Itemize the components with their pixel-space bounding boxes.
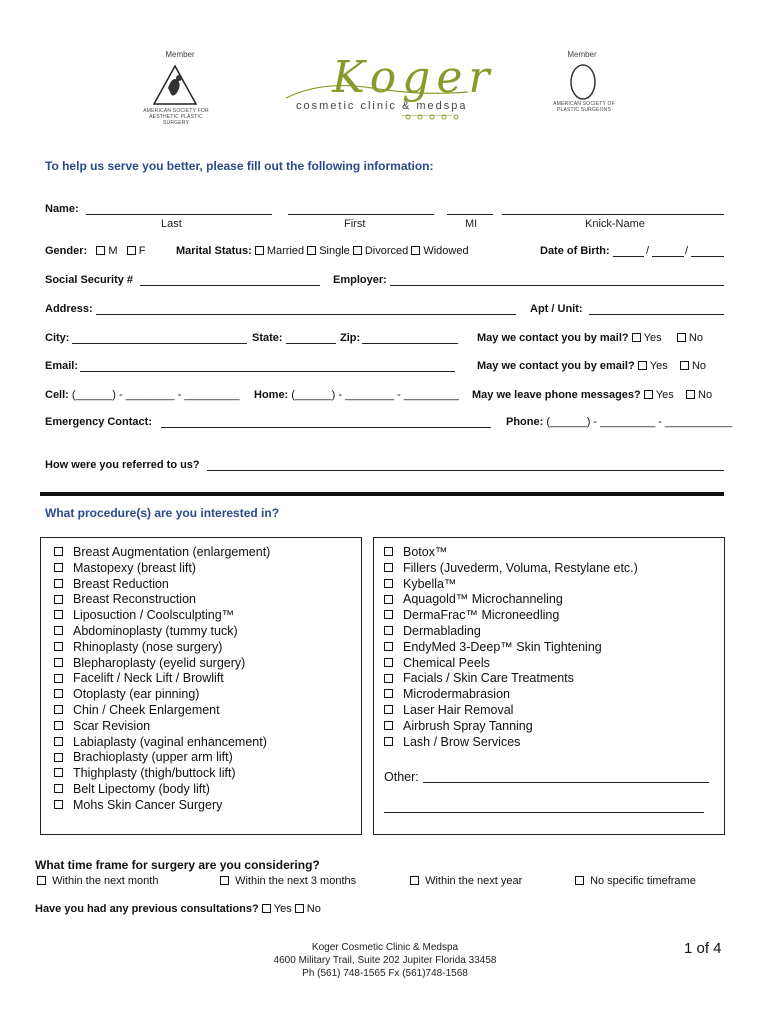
mail-no-label: No xyxy=(688,332,703,344)
surgical-procedure-item[interactable] xyxy=(54,640,270,656)
nickname-field[interactable] xyxy=(502,214,724,215)
surgical-procedure-checkbox[interactable] xyxy=(54,721,63,730)
nonsurgical-procedure-item[interactable] xyxy=(384,624,638,640)
timeframe-opt2[interactable] xyxy=(220,875,356,887)
nonsurgical-procedure-item[interactable] xyxy=(384,687,638,703)
surgical-procedure-item[interactable] xyxy=(54,624,270,640)
mail-yes-label: Yes xyxy=(643,332,662,344)
nonsurgical-procedure-item[interactable] xyxy=(384,735,638,751)
gender-f-label: F xyxy=(138,245,146,257)
marital-group xyxy=(176,245,469,257)
nonsurgical-procedure-item[interactable] xyxy=(384,656,638,672)
logo-sub2: medspa xyxy=(416,100,468,112)
email-question xyxy=(477,360,706,372)
nonsurgical-procedure-item[interactable] xyxy=(384,640,638,656)
surgical-procedure-item[interactable] xyxy=(54,577,270,593)
surgical-procedure-item[interactable] xyxy=(54,735,270,751)
gender-m-label: M xyxy=(108,245,118,257)
emergency-field[interactable] xyxy=(161,427,491,428)
email-question-label: May we contact you by email? xyxy=(477,360,635,372)
nonsurgical-procedure-checkbox[interactable] xyxy=(384,626,393,635)
phone-field[interactable]: (______) - _________ - ___________ xyxy=(546,416,733,428)
surgical-procedure-label: Rhinoplasty (nose surgery) xyxy=(73,639,223,654)
asps-logo-icon xyxy=(568,63,598,101)
footer-address: 4600 Military Trail, Suite 202 Jupiter Florida 33458 xyxy=(273,955,497,966)
koger-logo xyxy=(282,52,496,126)
referred-label: How were you referred to us? xyxy=(45,459,200,471)
surgical-procedure-label: Breast Reduction xyxy=(73,576,169,591)
email-label: Email: xyxy=(45,360,79,372)
surgical-procedures-list xyxy=(54,545,270,814)
ssn-label: Social Security # xyxy=(45,274,134,286)
zip-label: Zip: xyxy=(340,332,361,344)
phone-question-label: May we leave phone messages? xyxy=(472,389,641,401)
timeframe-question: What time frame for surgery are you considering? xyxy=(35,858,320,872)
last-name-field[interactable] xyxy=(86,214,272,215)
other-label: Other: xyxy=(384,770,419,784)
last-caption: Last xyxy=(161,218,182,230)
consult-yes-label: Yes xyxy=(273,903,292,915)
nonsurgical-procedure-item[interactable] xyxy=(384,577,638,593)
surgical-procedure-checkbox[interactable] xyxy=(54,642,63,651)
nonsurgical-procedure-checkbox[interactable] xyxy=(384,642,393,651)
mail-yes-checkbox[interactable] xyxy=(632,333,641,342)
phone-label: Phone: xyxy=(506,416,544,428)
logo-sub1: cosmetic clinic xyxy=(296,100,397,112)
surgical-procedure-label: Thighplasty (thigh/buttock lift) xyxy=(73,766,236,781)
surgical-procedure-label: Brachioplasty (upper arm lift) xyxy=(73,750,233,765)
home-label: Home: xyxy=(254,389,289,401)
surgical-procedure-item[interactable] xyxy=(54,766,270,782)
section-divider xyxy=(40,492,724,496)
dob-label: Date of Birth: xyxy=(540,245,610,257)
dob-sep1: / xyxy=(646,245,650,257)
zip-field[interactable] xyxy=(362,343,458,344)
timeframe-opt3[interactable] xyxy=(410,875,522,887)
married-label: Married xyxy=(266,245,305,257)
married-checkbox[interactable] xyxy=(255,246,264,255)
surgical-procedure-label: Chin / Cheek Enlargement xyxy=(73,702,220,717)
surgical-procedure-checkbox[interactable] xyxy=(54,705,63,714)
surgical-procedure-checkbox[interactable] xyxy=(54,737,63,746)
nonsurgical-procedure-label: DermaFrac™ Microneedling xyxy=(403,608,560,623)
surgical-procedure-item[interactable] xyxy=(54,592,270,608)
widowed-label: Widowed xyxy=(423,245,469,257)
employer-label: Employer: xyxy=(333,274,387,286)
surgical-procedure-item[interactable] xyxy=(54,545,270,561)
nonsurgical-procedure-label: Airbrush Spray Tanning xyxy=(403,718,533,733)
first-caption: First xyxy=(344,218,366,230)
surgical-procedure-label: Breast Reconstruction xyxy=(73,592,196,607)
consult-question: Have you had any previous consultations? xyxy=(35,903,259,915)
surgical-procedure-item[interactable] xyxy=(54,719,270,735)
phone-yes-label: Yes xyxy=(655,389,674,401)
consult-no-label: No xyxy=(306,903,321,915)
dob-day-field[interactable] xyxy=(652,256,684,257)
emergency-label: Emergency Contact: xyxy=(45,416,152,428)
surgical-procedure-checkbox[interactable] xyxy=(54,595,63,604)
consult-no-checkbox[interactable] xyxy=(295,904,304,913)
cell-group xyxy=(45,389,240,401)
email-field[interactable] xyxy=(80,371,455,372)
timeframe-opt2-label: Within the next 3 months xyxy=(235,875,357,887)
nonsurgical-procedure-checkbox[interactable] xyxy=(384,674,393,683)
page-number: 1 of 4 xyxy=(684,940,722,957)
timeframe-opt4-label: No specific timeframe xyxy=(590,875,696,887)
nonsurgical-procedure-item[interactable] xyxy=(384,592,638,608)
phone-question xyxy=(472,389,712,401)
first-name-field[interactable] xyxy=(288,214,434,215)
nonsurgical-procedure-checkbox[interactable] xyxy=(384,547,393,556)
nonsurgical-procedure-label: Lash / Brow Services xyxy=(403,734,521,749)
divorced-label: Divorced xyxy=(364,245,409,257)
surgical-procedure-label: Mohs Skin Cancer Surgery xyxy=(73,797,223,812)
nonsurgical-procedure-checkbox[interactable] xyxy=(384,689,393,698)
address-label: Address: xyxy=(45,303,93,315)
nonsurgical-procedure-checkbox[interactable] xyxy=(384,579,393,588)
surgical-procedure-checkbox[interactable] xyxy=(54,784,63,793)
divorced-checkbox[interactable] xyxy=(353,246,362,255)
surgical-procedure-checkbox[interactable] xyxy=(54,547,63,556)
surgical-procedure-checkbox[interactable] xyxy=(54,753,63,762)
referred-field[interactable] xyxy=(207,470,724,471)
surgical-procedure-label: Breast Augmentation (enlargement) xyxy=(73,545,271,559)
nonsurgical-procedure-label: Facials / Skin Care Treatments xyxy=(403,671,574,686)
single-label: Single xyxy=(319,245,350,257)
surgical-procedure-item[interactable] xyxy=(54,671,270,687)
surgical-procedure-checkbox[interactable] xyxy=(54,626,63,635)
surgical-procedure-checkbox[interactable] xyxy=(54,579,63,588)
nonsurgical-procedure-label: Laser Hair Removal xyxy=(403,702,514,717)
phone-yes-checkbox[interactable] xyxy=(644,390,653,399)
nonsurgical-procedure-item[interactable] xyxy=(384,545,638,561)
surgical-procedure-checkbox[interactable] xyxy=(54,610,63,619)
consult-yes-checkbox[interactable] xyxy=(262,904,271,913)
consult-group xyxy=(35,903,321,915)
dob-sep2: / xyxy=(685,245,689,257)
marital-label: Marital Status: xyxy=(176,245,252,257)
gender-group xyxy=(45,245,145,257)
dob-year-field[interactable] xyxy=(691,256,724,257)
gender-f-checkbox[interactable] xyxy=(127,246,136,255)
email-yes-label: Yes xyxy=(649,360,668,372)
other-field-2[interactable] xyxy=(384,812,704,813)
nonsurgical-procedure-checkbox[interactable] xyxy=(384,563,393,572)
apt-field[interactable] xyxy=(589,314,724,315)
nonsurgical-procedure-label: EndyMed 3-Deep™ Skin Tightening xyxy=(403,639,602,654)
surgical-procedure-item[interactable] xyxy=(54,798,270,814)
surgical-procedure-checkbox[interactable] xyxy=(54,689,63,698)
right-member-label: Member xyxy=(567,50,597,59)
surgical-procedure-item[interactable] xyxy=(54,750,270,766)
surgical-procedure-checkbox[interactable] xyxy=(54,658,63,667)
cell-field[interactable]: (______) - ________ - _________ xyxy=(71,389,240,401)
right-org-label: AMERICAN SOCIETY OF PLASTIC SURGEONS xyxy=(553,101,615,113)
employer-field[interactable] xyxy=(390,285,724,286)
left-org-label: AMERICAN SOCIETY FOR AESTHETIC PLASTIC SURGERY xyxy=(143,108,209,126)
surgical-procedure-item[interactable] xyxy=(54,687,270,703)
home-group xyxy=(254,389,459,401)
timeframe-opt1-checkbox[interactable] xyxy=(37,876,46,885)
surgical-procedure-item[interactable] xyxy=(54,703,270,719)
state-field[interactable] xyxy=(286,343,336,344)
name-label: Name: xyxy=(45,203,79,215)
nonsurgical-procedures-box xyxy=(373,537,725,835)
nonsurgical-procedure-label: Kybella™ xyxy=(403,576,457,591)
surgical-procedure-item[interactable] xyxy=(54,561,270,577)
single-checkbox[interactable] xyxy=(307,246,316,255)
phone-no-label: No xyxy=(698,389,713,401)
footer-phone: Ph (561) 748-1565 Fx (561)748-1568 xyxy=(302,968,468,979)
surgical-procedure-checkbox[interactable] xyxy=(54,563,63,572)
surgical-procedure-checkbox[interactable] xyxy=(54,768,63,777)
timeframe-opt4-checkbox[interactable] xyxy=(575,876,584,885)
phone-group xyxy=(506,416,732,428)
email-no-checkbox[interactable] xyxy=(680,361,689,370)
logo-amp: & xyxy=(401,100,412,112)
footer-clinic: Koger Cosmetic Clinic & Medspa xyxy=(311,942,459,953)
surgical-procedure-label: Belt Lipectomy (body lift) xyxy=(73,781,210,796)
nonsurgical-procedure-label: Dermablading xyxy=(403,623,481,638)
mail-question-label: May we contact you by mail? xyxy=(477,332,629,344)
timeframe-opt1-label: Within the next month xyxy=(52,875,159,887)
intro-heading: To help us serve you better, please fill out the following information: xyxy=(45,159,434,173)
nonsurgical-procedure-checkbox[interactable] xyxy=(384,595,393,604)
timeframe-opt4[interactable] xyxy=(575,875,696,887)
surgical-procedure-label: Liposuction / Coolsculpting™ xyxy=(73,608,235,623)
city-label: City: xyxy=(45,332,70,344)
surgical-procedure-label: Facelift / Neck Lift / Browlift xyxy=(73,671,224,686)
nickname-caption: Knick-Name xyxy=(585,218,645,230)
ssn-field[interactable] xyxy=(140,285,320,286)
surgical-procedure-checkbox[interactable] xyxy=(54,674,63,683)
nonsurgical-procedure-checkbox[interactable] xyxy=(384,737,393,746)
nonsurgical-procedure-item[interactable] xyxy=(384,703,638,719)
nonsurgical-procedure-checkbox[interactable] xyxy=(384,658,393,667)
apt-label: Apt / Unit: xyxy=(530,303,583,315)
nonsurgical-procedure-item[interactable] xyxy=(384,561,638,577)
nonsurgical-procedure-label: Chemical Peels xyxy=(403,655,490,670)
timeframe-opt1[interactable] xyxy=(37,875,158,887)
gender-m-checkbox[interactable] xyxy=(96,246,105,255)
nonsurgical-procedure-label: Botox™ xyxy=(403,545,448,559)
timeframe-opt2-checkbox[interactable] xyxy=(220,876,229,885)
left-member-label: Member xyxy=(165,50,195,59)
nonsurgical-procedure-checkbox[interactable] xyxy=(384,705,393,714)
other-field-1[interactable] xyxy=(423,782,709,783)
surgical-procedure-item[interactable] xyxy=(54,608,270,624)
address-field[interactable] xyxy=(96,314,516,315)
nonsurgical-procedure-item[interactable] xyxy=(384,608,638,624)
phone-no-checkbox[interactable] xyxy=(686,390,695,399)
cell-label: Cell: xyxy=(45,389,69,401)
procedures-title: What procedure(s) are you interested in? xyxy=(45,506,280,520)
surgical-procedure-item[interactable] xyxy=(54,782,270,798)
nonsurgical-procedure-label: Fillers (Juvederm, Voluma, Restylane etc.) xyxy=(403,560,638,575)
mail-question xyxy=(477,332,703,344)
surgical-procedure-checkbox[interactable] xyxy=(54,800,63,809)
surgical-procedure-label: Labiaplasty (vaginal enhancement) xyxy=(73,734,267,749)
surgical-procedure-item[interactable] xyxy=(54,656,270,672)
home-field[interactable]: (______) - ________ - _________ xyxy=(291,389,459,401)
widowed-checkbox[interactable] xyxy=(411,246,420,255)
nonsurgical-procedures-list xyxy=(384,545,638,750)
asaps-logo-icon xyxy=(152,64,198,106)
state-label: State: xyxy=(252,332,283,344)
footer xyxy=(225,941,545,980)
nonsurgical-procedure-label: Microdermabrasion xyxy=(403,687,510,702)
email-yes-checkbox[interactable] xyxy=(638,361,647,370)
timeframe-opt3-label: Within the next year xyxy=(425,875,523,887)
dob-month-field[interactable] xyxy=(613,256,644,257)
surgical-procedures-box xyxy=(40,537,362,835)
mi-field[interactable] xyxy=(447,214,493,215)
surgical-procedure-label: Mastopexy (breast lift) xyxy=(73,560,196,575)
surgical-procedure-label: Blepharoplasty (eyelid surgery) xyxy=(73,655,246,670)
surgical-procedure-label: Otoplasty (ear pinning) xyxy=(73,687,200,702)
logo-script: Koger xyxy=(332,52,496,103)
timeframe-opt3-checkbox[interactable] xyxy=(410,876,419,885)
mi-caption: MI xyxy=(465,218,478,230)
mail-no-checkbox[interactable] xyxy=(677,333,686,342)
nonsurgical-procedure-label: Aquagold™ Microchanneling xyxy=(403,592,563,607)
nonsurgical-procedure-checkbox[interactable] xyxy=(384,721,393,730)
surgical-procedure-label: Abdominoplasty (tummy tuck) xyxy=(73,623,238,638)
surgical-procedure-label: Scar Revision xyxy=(73,718,151,733)
logo-dots-icon xyxy=(402,112,462,122)
nonsurgical-procedure-item[interactable] xyxy=(384,719,638,735)
nonsurgical-procedure-item[interactable] xyxy=(384,671,638,687)
city-field[interactable] xyxy=(72,343,247,344)
email-no-label: No xyxy=(691,360,707,372)
gender-label: Gender: xyxy=(45,245,88,257)
nonsurgical-procedure-checkbox[interactable] xyxy=(384,610,393,619)
